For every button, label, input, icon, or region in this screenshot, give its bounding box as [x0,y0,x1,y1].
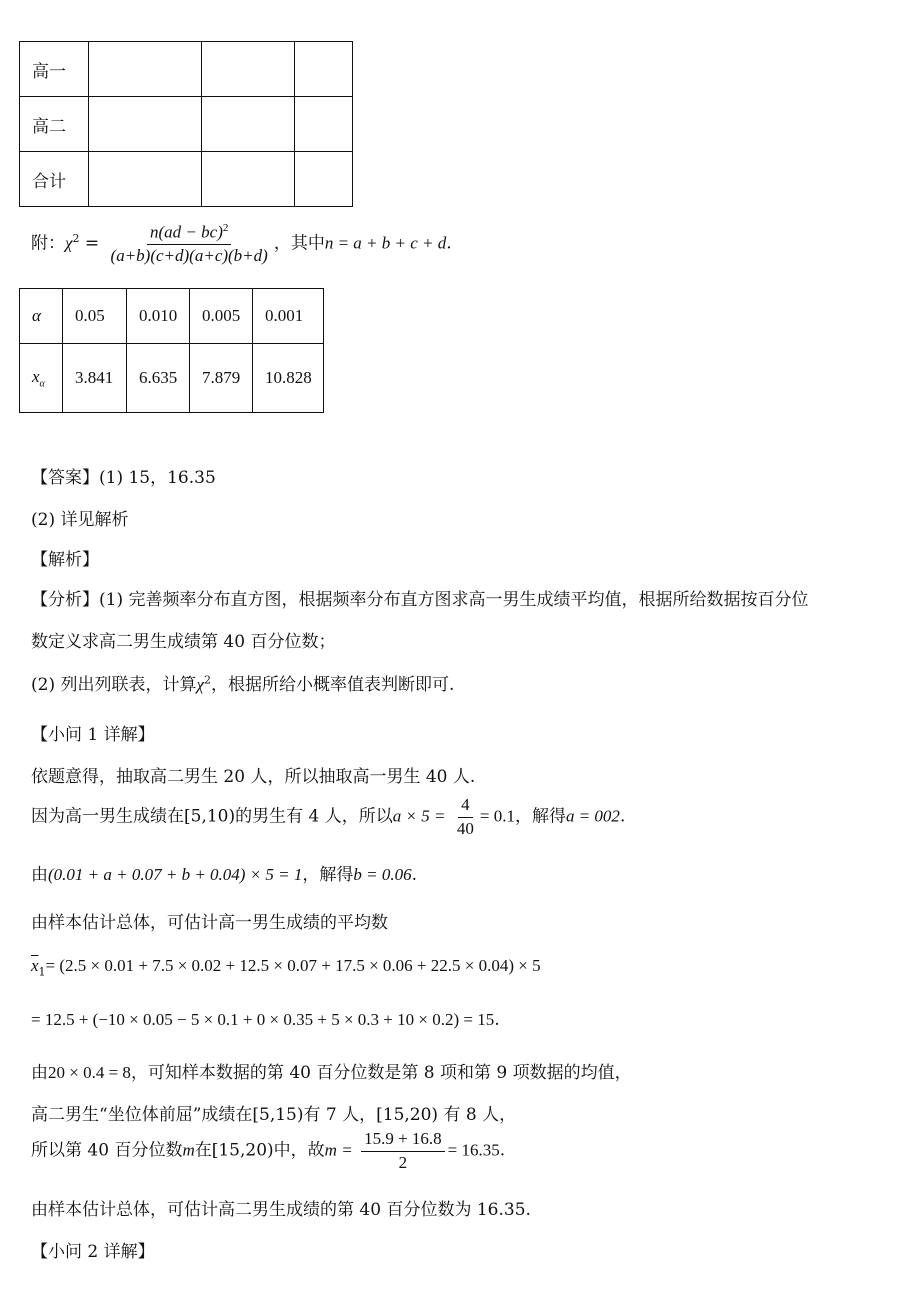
formula-fraction [108,222,271,266]
analysis-heading: 【解析】 [31,550,99,570]
formula-numerator: n(ad − bc)$^2$ [147,222,231,245]
formula-suffix: ，其中 [273,233,325,254]
solution-line: 由20 × 0.4 = 8，可知样本数据的第 40 百分位数是第 8 项和第 9 项数据的均值， [31,1063,632,1083]
critical-value: 3.841 [63,344,127,413]
solution-line: 因为高一男生成绩在[5,10)的男生有 4 人，所以a × 5 = $\frac{4}{40}$ = 0.1，解得a = 002. [31,795,626,838]
critical-value-table [19,288,324,413]
critical-value: 10.828 [253,344,324,413]
analysis-text: 数定义求高二男生成绩第 40 百分位数； [31,632,336,652]
table-row [20,97,353,152]
alpha-value: 0.001 [253,289,324,344]
empty-cell [202,152,295,207]
period: . [446,233,452,254]
solution-line: 由(0.01 + a + 0.07 + b + 0.04) × 5 = 1，解得b = 0.06. [31,865,418,885]
solution-line: 由样本估计总体，可估计高二男生成绩的第 40 百分位数为 16.35. [31,1200,531,1220]
row-label: 合计 [20,152,89,207]
formula-denominator: (a+b)(c+d)(a+c)(b+d) [110,246,268,266]
table-row [20,152,353,207]
n-definition: n = a + b + c + d [324,233,447,253]
solution-line: 依题意得，抽取高二男生 20 人，所以抽取高一男生 40 人. [31,767,476,787]
chi-symbol: χ [65,233,73,253]
alpha-value: 0.010 [127,289,190,344]
subquestion-2-heading: 【小问 2 详解】 [31,1242,155,1262]
table-row [20,344,324,413]
contingency-table [19,41,353,207]
alpha-value: 0.05 [63,289,127,344]
x-alpha-header: $x_\alpha$ [20,344,63,413]
chi-square-formula [31,222,452,266]
mean-calculation: $\overline{x}_1= (2.5 \times 0.01 + 7.5 \times 0.02 + 12.5 \times 0.07 + 17.5 \times 0.06 + 22.5 \times 0.04) \times 5$ [31,956,541,979]
table-row [20,289,324,344]
empty-cell [89,97,202,152]
critical-value: 7.879 [190,344,253,413]
analysis-text: (2) 列出列联表，计算$\chi^2$，根据所给小概率值表判断即可. [31,673,455,695]
answer-line: 【答案】(1) 15，16.35 [31,468,216,488]
empty-cell [202,42,295,97]
empty-cell [295,42,353,97]
row-label: 高二 [20,97,89,152]
table-row [20,42,353,97]
row-label: 高一 [20,42,89,97]
equals-sign: = [84,233,100,254]
answer-line-2: (2) 详见解析 [31,510,129,530]
alpha-value: 0.005 [190,289,253,344]
alpha-header: α [20,289,63,344]
chi-exponent: 2 [72,231,80,245]
mean-calculation: = 12.5 + (−10 × 0.05 − 5 × 0.1 + 0 × 0.35 + 5 × 0.3 + 10 × 0.2) = 15. [31,1010,500,1030]
empty-cell [89,42,202,97]
solution-line: 由样本估计总体，可估计高一男生成绩的平均数 [31,913,388,933]
solution-line: 所以第 40 百分位数m在[15,20)中，故m = $\frac{15.9 + 16.8}{2}$ = 16.35. [31,1129,506,1172]
empty-cell [295,97,353,152]
formula-prefix: 附： [31,233,65,254]
empty-cell [202,97,295,152]
analysis-text: 【分析】(1) 完善频率分布直方图，根据频率分布直方图求高一男生成绩平均值，根据所给数据按百分位 [31,590,809,610]
solution-line: 高二男生“坐位体前屈”成绩在[5,15)有 7 人，[15,20) 有 8 人， [31,1105,517,1125]
subquestion-1-heading: 【小问 1 详解】 [31,725,155,745]
empty-cell [89,152,202,207]
critical-value: 6.635 [127,344,190,413]
empty-cell [295,152,353,207]
